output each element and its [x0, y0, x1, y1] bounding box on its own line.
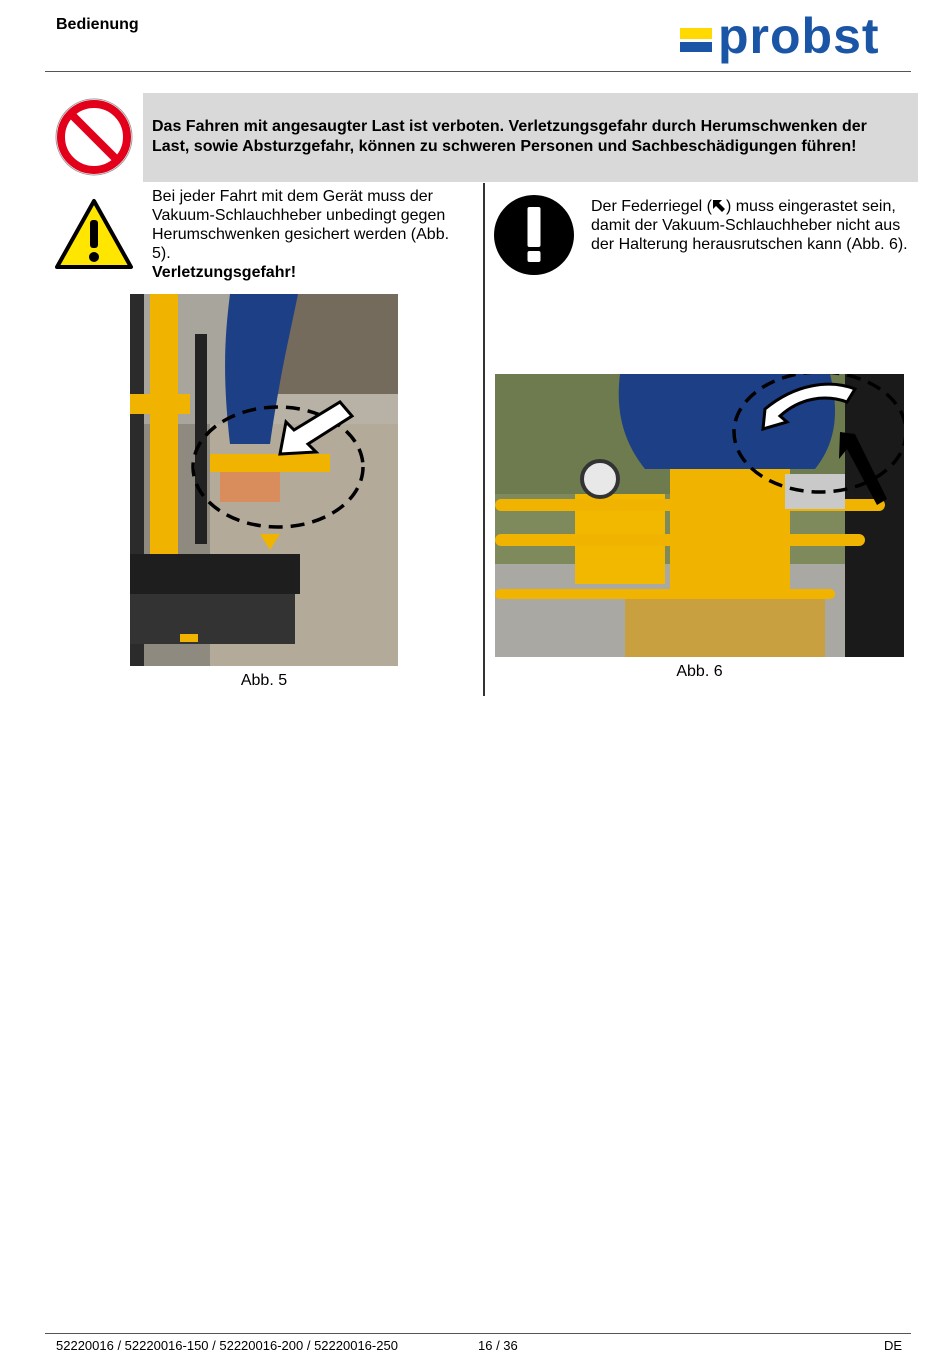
- header-rule: [45, 71, 911, 72]
- danger-text: Das Fahren mit angesaugter Last ist verboten. Verletzungsgefahr durch Herumschwenken der Last, sowie Absturzgefahr, können zu schweren Personen und Sachbeschädigungen führen!: [152, 118, 867, 155]
- prohibition-sign-icon: [54, 97, 134, 177]
- exclamation-circle-icon: [493, 194, 575, 276]
- figure-6-caption: Abb. 6: [676, 663, 723, 680]
- footer-language: DE: [884, 1338, 903, 1353]
- figure-5-caption: Abb. 5: [240, 672, 288, 689]
- figure-6-photo: [495, 374, 904, 657]
- notice-text-block: [591, 197, 911, 254]
- logo-yellow-bar: [680, 28, 712, 39]
- warning-emphasis: Verletzungsgefahr!: [152, 264, 297, 281]
- footer-page-number: 16 / 36: [478, 1338, 518, 1353]
- notice-text-before: Der Federriegel (: [591, 198, 712, 215]
- section-title: Bedienung: [56, 16, 139, 33]
- figure-5-photo: [130, 294, 398, 666]
- footer-part-numbers: 52220016 / 52220016-150 / 52220016-200 / 52220016-250: [56, 1338, 398, 1353]
- column-divider: [483, 183, 485, 696]
- warning-text-block: [152, 187, 472, 282]
- logo-text: probst: [718, 8, 880, 64]
- probst-logo: [680, 8, 905, 68]
- warning-text: Bei jeder Fahrt mit dem Gerät muss der Vakuum-Schlauchheber unbedingt gegen Herumschwenken gesichert werden (Abb. 5).: [152, 188, 450, 262]
- footer-rule: [45, 1333, 911, 1334]
- notice-text-after: ) muss eingerastet sein, damit der Vakuum-Schlauchheber nicht aus der Halterung herausrutschen kann (Abb. 6).: [591, 198, 908, 253]
- warning-triangle-icon: [54, 198, 134, 270]
- logo-blue-bar: [680, 42, 712, 52]
- arrow-up-left-icon: [712, 199, 726, 213]
